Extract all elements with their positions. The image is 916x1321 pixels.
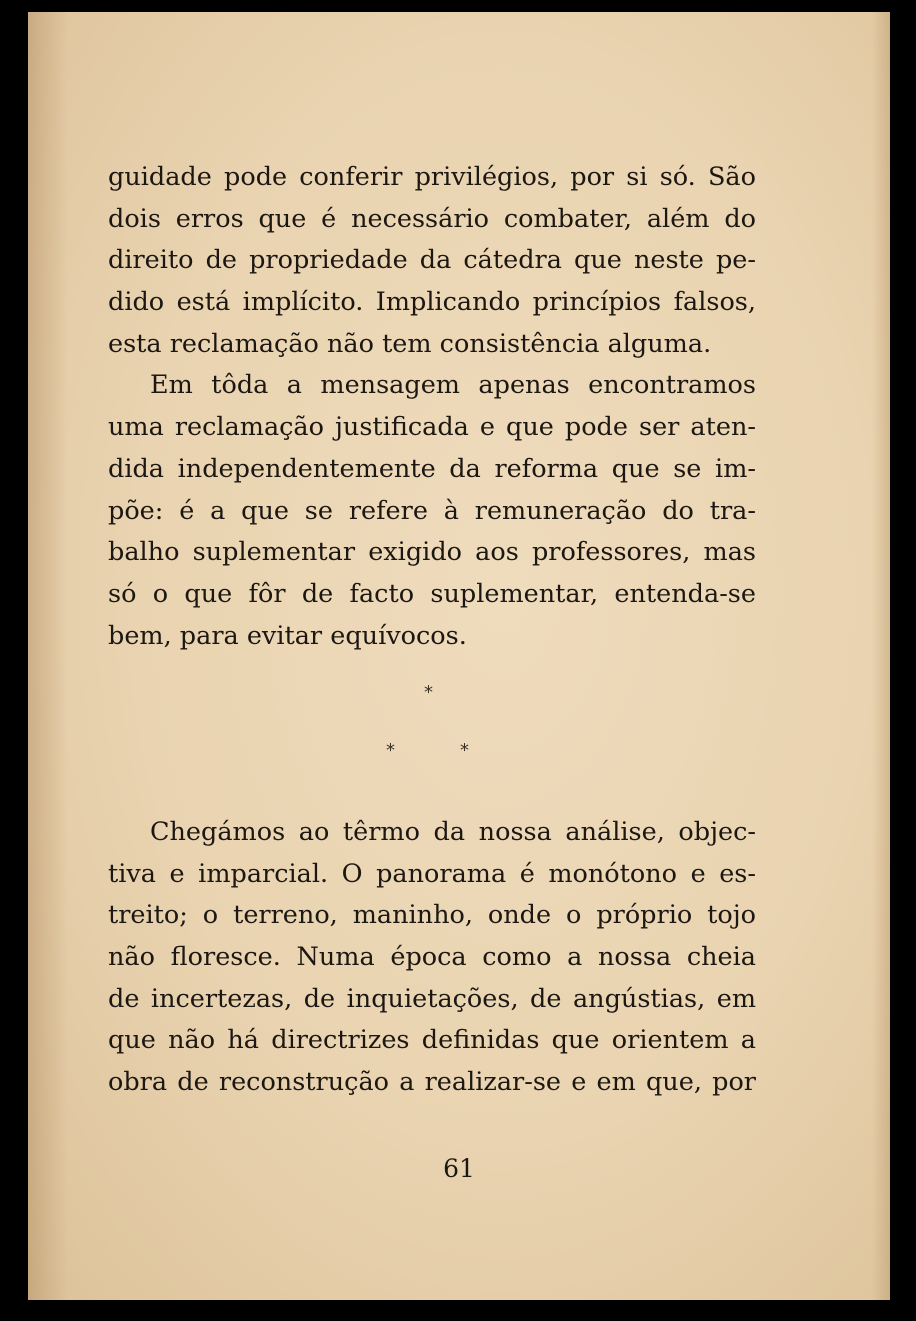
page-number: 61 (443, 1154, 475, 1183)
paragraph-1-line-3: direito de propriedade da cátedra que neste pe- (108, 245, 756, 276)
text-block-bottom (108, 812, 756, 1104)
asterism-star-top: * (424, 682, 433, 703)
paragraph-3-line-4: não floresce. Numa época como a nossa cheia (108, 942, 756, 973)
paragraph-2-line-4: põe: é a que se refere à remuneração do tra- (108, 495, 756, 526)
asterism-star-left: * (386, 740, 395, 761)
book-page (28, 12, 890, 1300)
paragraph-2-line-3: dida independentemente da reforma que se im- (108, 453, 756, 484)
paragraph-2-line-2: uma reclamação justificada e que pode ser aten- (108, 412, 756, 443)
asterism-star-right: * (460, 740, 469, 761)
paragraph-3-line-2: tiva e imparcial. O panorama é monótono e es- (108, 858, 756, 889)
paragraph-2-line-5: balho suplementar exigido aos professores, mas (108, 537, 756, 568)
paragraph-3-line-7: obra de reconstrução a realizar-se e em que, por (108, 1067, 756, 1098)
paragraph-3-line-6: que não há directrizes definidas que orientem a (108, 1025, 756, 1056)
paragraph-3-line-3: treito; o terreno, maninho, onde o próprio tojo (108, 900, 756, 931)
paragraph-2-line-6: só o que fôr de facto suplementar, entenda-se (108, 578, 756, 609)
paragraph-3-line-5: de incertezas, de inquietações, de angústias, em (108, 983, 756, 1014)
text-block-top (108, 157, 756, 657)
paragraph-2-line-7: bem, para evitar equívocos. (108, 620, 467, 651)
paragraph-1-line-4: dido está implícito. Implicando princípios falsos, (108, 287, 756, 318)
paragraph-1-line-5: esta reclamação não tem consistência alguma. (108, 328, 712, 359)
paragraph-1-line-1: guidade pode conferir privilégios, por si só. São (108, 162, 756, 192)
paragraph-1-line-2: dois erros que é necessário combater, além do (108, 203, 756, 234)
paragraph-2-line-1: Em tôda a mensagem apenas encontramos (150, 370, 756, 401)
paragraph-3-line-1: Chegámos ao têrmo da nossa análise, objec- (150, 817, 756, 847)
